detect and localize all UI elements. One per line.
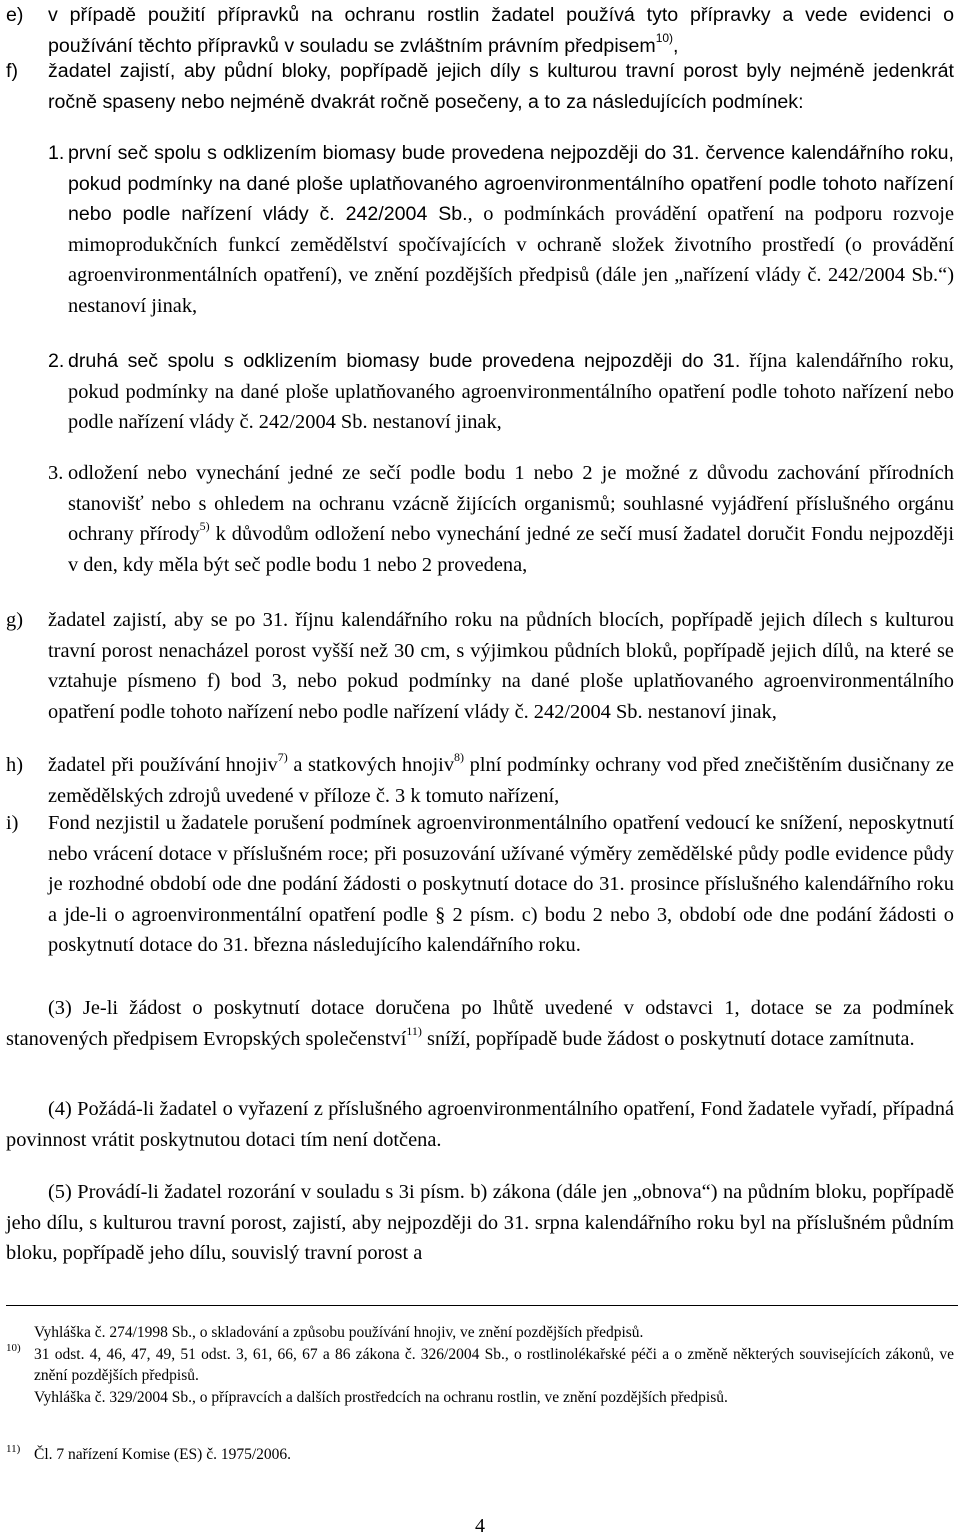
list-item-h bbox=[6, 750, 954, 811]
footnote-10 bbox=[6, 1322, 954, 1408]
item-marker: i) bbox=[6, 812, 19, 834]
list-item-f bbox=[6, 56, 954, 117]
item-marker: g) bbox=[6, 609, 23, 631]
list-item-e bbox=[6, 0, 954, 61]
page-number: 4 bbox=[475, 1515, 485, 1537]
footnote-line: Vyhláška č. 274/1998 Sb., o skladování a způsobu používání hnojiv, ve znění pozdějších předpisů. bbox=[34, 1324, 644, 1341]
item-text: žadatel zajistí, aby půdní bloky, popřípadě jejich díly s kulturou travní porost byly nejméně jedenkrát ročně spaseny nebo nejméně dvakrát ročně posečeny, a to za následujících podmínek: bbox=[48, 60, 954, 113]
footnote-separator bbox=[6, 1305, 958, 1306]
sub-item-3 bbox=[48, 458, 954, 580]
sub-marker: 3. bbox=[48, 462, 64, 484]
footnote-ref: 8) bbox=[454, 750, 465, 765]
list-item-i bbox=[6, 808, 954, 961]
footnote-line: Čl. 7 nařízení Komise (ES) č. 1975/2006. bbox=[34, 1446, 291, 1463]
footnote-ref: 11) bbox=[406, 1023, 422, 1038]
footnote-line: Vyhláška č. 329/2004 Sb., o přípravcích a dalších prostředcích na ochranu rostlin, ve znění pozdějších předpisů. bbox=[34, 1388, 728, 1406]
footnote-marker: 10) bbox=[6, 1342, 21, 1354]
item-text: v případě použití přípravků na ochranu rostlin žadatel používá tyto přípravky a vede evidenci o používání těchto přípravků v souladu se zvláštním právním předpisem$^{10)}$, bbox=[48, 4, 954, 57]
footnote-11 bbox=[6, 1444, 954, 1466]
sub-text: odložení nebo vynechání jedné ze sečí podle bodu 1 nebo 2 je možné z důvodu zachování přírodních stanovišť nebo s ohledem na ochranu vzácně žijících organismů; souhlasné vyjádření příslušného orgánu ochrany přírody$^{5)}$ k důvodům odložení nebo vynechání jedné ze sečí musí žadatel doručit Fondu nejpozději v den, kdy měla být seč podle bodu 1 nebo 2 provedena, bbox=[68, 462, 954, 576]
footnote-marker: 11) bbox=[6, 1443, 21, 1455]
sub-marker: 1. bbox=[48, 142, 65, 164]
footnote-line: 31 odst. 4, 46, 47, 49, 51 odst. 3, 61, 66, 67 a 86 zákona č. 326/2004 Sb., o rostlinolékařské péči a o změně některých souvisejících zákonů, ve znění pozdějších předpisů. bbox=[34, 1345, 954, 1384]
sub-marker: 2. bbox=[48, 350, 65, 372]
item-marker: f) bbox=[6, 60, 18, 82]
item-text: žadatel zajistí, aby se po 31. říjnu kalendářního roku na půdních blocích, popřípadě jejich dílech s kulturou travní porost nenacházel porost vyšší než 30 cm, s výjimkou půdních bloků, popřípadě jejich dílů, na které se vztahuje písmeno f) bod 3, nebo pokud podmínky na dané ploše uplatňovaného agroenvironmentálního opatření podle tohoto nařízení nebo podle nařízení vlády č. 242/2004 Sb. nestanoví jinak, bbox=[48, 609, 954, 723]
item-text: žadatel při používání hnojiv$^{7)}$ a statkových hnojiv$^{8)}$ plní podmínky ochrany vod před znečištěním dusičnany ze zemědělských zdrojů uvedené v příloze č. 3 k tomuto nařízení, bbox=[48, 750, 954, 807]
item-marker: h) bbox=[6, 754, 23, 776]
footnote-ref: 10) bbox=[655, 30, 674, 45]
item-marker: e) bbox=[6, 4, 24, 26]
sub-text: druhá seč spolu s odklizením biomasy bude provedena nejpozději do 31. října kalendářního roku, pokud podmínky na dané ploše uplatňovaného agroenvironmentálního opatření podle tohoto nařízení nebo podle nařízení vlády č. 242/2004 Sb. nestanoví jinak, bbox=[68, 350, 954, 433]
footnote-ref: 5) bbox=[199, 519, 210, 534]
sub-item-1 bbox=[48, 138, 954, 321]
paragraph-4: (4) Požádá-li žadatel o vyřazení z příslušného agroenvironmentálního opatření, Fond žadatele vyřadí, případná povinnost vrátit poskytnutou dotaci tím není dotčena. bbox=[6, 1098, 954, 1151]
sub-item-2 bbox=[48, 346, 954, 438]
list-item-g bbox=[6, 605, 954, 727]
footnote-ref: 7) bbox=[277, 750, 288, 765]
item-text: Fond nezjistil u žadatele porušení podmínek agroenvironmentálního opatření vedoucí ke snížení, neposkytnutí nebo vrácení dotace v příslušném roce; při posuzování užívané výměry zemědělské půdy podle evidence půdy je rozhodné období ode dne podání žádosti o poskytnutí dotace do 31. prosince příslušného kalendářního roku a jde-li o agroenvironmentální opatření podle § 2 písm. c) bodu 2 nebo 3, období ode dne podání žádosti o poskytnutí dotace do 31. března následujícího kalendářního roku. bbox=[48, 812, 954, 956]
paragraph-3: (3) Je-li žádost o poskytnutí dotace doručena po lhůtě uvedené v odstavci 1, dotace se za podmínek stanovených předpisem Evropských společenství$^{11)}$ sníží, popřípadě bude žádost o poskytnutí dotace zamítnuta. bbox=[6, 997, 954, 1050]
paragraph-5: (5) Provádí-li žadatel rozorání v souladu s 3i písm. b) zákona (dále jen „obnova“) na půdním bloku, popřípadě jeho dílu, s kulturou travní porost, zajistí, aby nejpozději do 31. srpna kalendářního roku byl na příslušném půdním bloku, popřípadě jeho dílu, souvislý travní porost a bbox=[6, 1181, 954, 1264]
sub-text: první seč spolu s odklizením biomasy bude provedena nejpozději do 31. července kalendářního roku, pokud podmínky na dané ploše uplatňovaného agroenvironmentálního opatření podle tohoto nařízení nebo podle nařízení vlády č. 242/2004 Sb., o podmínkách provádění opatření na podporu rozvoje mimoprodukčních funkcí zemědělství spočívajících v ochraně složek životního prostředí (o provádění agroenvironmentálních opatření), ve znění pozdějších předpisů (dále jen „nařízení vlády č. 242/2004 Sb.“) nestanoví jinak, bbox=[68, 142, 954, 317]
